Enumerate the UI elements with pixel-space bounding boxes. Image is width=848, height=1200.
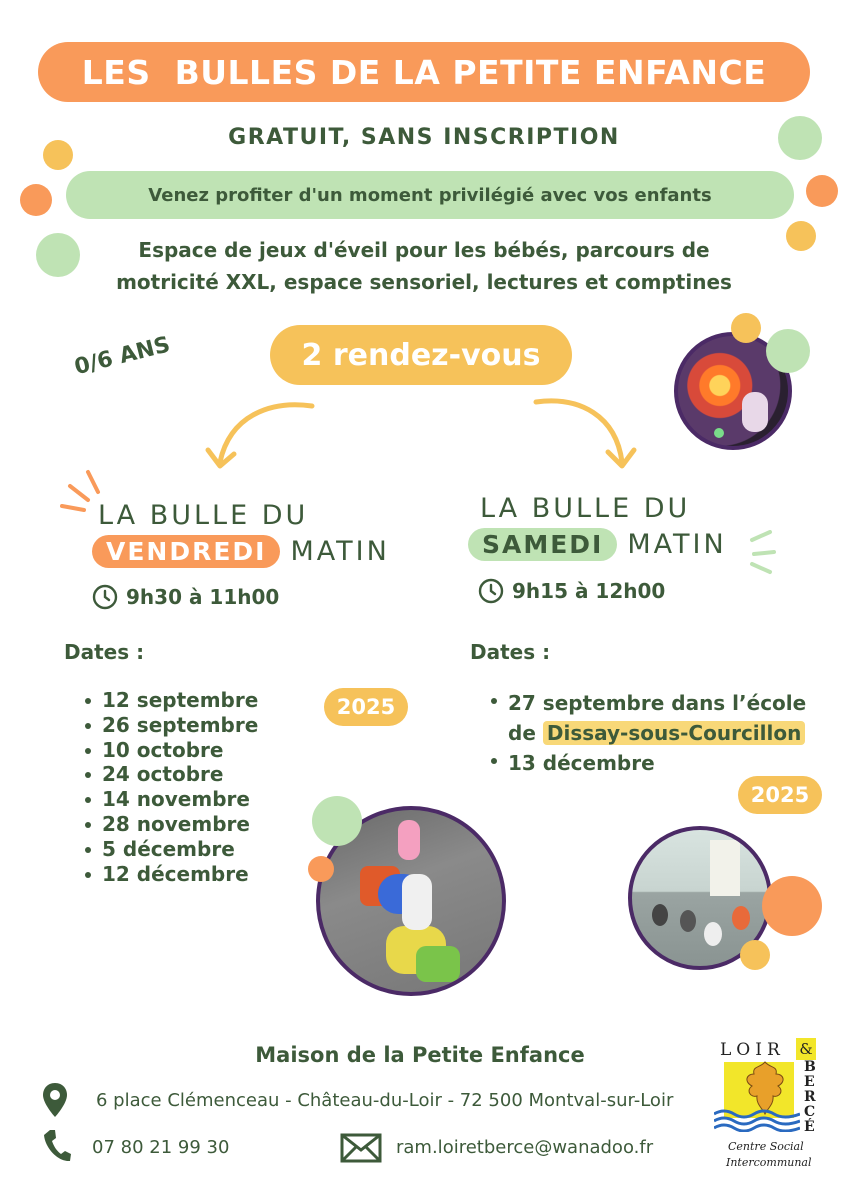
- mail-icon: [340, 1133, 382, 1163]
- page-title: LES BULLES DE LA PETITE ENFANCE: [81, 52, 767, 92]
- subtitle: GRATUIT, SANS INSCRIPTION: [228, 125, 620, 150]
- saturday-time: [478, 578, 665, 604]
- decor-dot: [731, 313, 761, 343]
- saturday-dates-list: [486, 688, 806, 778]
- decor-dot: [308, 856, 334, 882]
- description: [60, 234, 788, 298]
- loir-berce-logo: [714, 1036, 824, 1176]
- saturday-date-text: de: [508, 721, 536, 745]
- friday-date-text: 12 décembre: [102, 861, 249, 886]
- saturday-dates-label: Dates :: [470, 640, 551, 664]
- friday-time: [92, 584, 279, 610]
- saturday-year: 2025: [738, 776, 822, 814]
- list-item: [80, 787, 258, 812]
- phone-icon: [42, 1128, 72, 1164]
- title-banner: [38, 42, 810, 102]
- list-item: [80, 688, 258, 713]
- decor-dot: [806, 175, 838, 207]
- list-item: [486, 688, 806, 718]
- friday-title: LA BULLE DU: [98, 500, 309, 531]
- rendezvous-banner: [270, 325, 572, 385]
- light-dot: [714, 428, 724, 438]
- logo-line1: Centre Social: [728, 1140, 804, 1153]
- email-link[interactable]: ram.loiretberce@wanadoo.fr: [396, 1137, 654, 1158]
- friday-date-text: 14 novembre: [102, 787, 250, 812]
- friday-time-text: 9h30 à 11h00: [126, 585, 280, 609]
- friday-date-text: 5 décembre: [102, 836, 235, 861]
- clock-icon: [92, 584, 118, 610]
- person-figure: [732, 906, 750, 930]
- list-item: [80, 812, 258, 837]
- sparkle-lines-icon: [748, 530, 778, 576]
- logo-line2: Intercommunal: [726, 1156, 812, 1169]
- child-figure: [402, 874, 432, 930]
- rendezvous-label: 2 rendez-vous: [301, 337, 541, 373]
- description-line: motricité XXL, espace sensoriel, lectures et comptines: [116, 270, 732, 294]
- decor-dot: [778, 116, 822, 160]
- logo-side-text: BERCÉ: [804, 1059, 816, 1135]
- tagline-banner: [66, 171, 794, 219]
- clock-icon: [478, 578, 504, 604]
- decor-dot: [766, 329, 810, 373]
- list-item: [80, 762, 258, 787]
- logo-amp: &: [799, 1040, 813, 1058]
- phone-number[interactable]: 07 80 21 99 30: [92, 1137, 230, 1158]
- wall-panel: [710, 840, 740, 896]
- saturday-time-text: 9h15 à 12h00: [512, 579, 666, 603]
- description-line: Espace de jeux d'éveil pour les bébés, parcours de: [138, 238, 710, 262]
- list-item: [80, 862, 258, 887]
- saturday-date-text: 27 septembre dans l’école: [508, 691, 807, 715]
- friday-date-text: 10 octobre: [102, 737, 224, 762]
- list-item: [486, 748, 806, 778]
- saturday-day: SAMEDI: [468, 528, 617, 561]
- decor-dot: [786, 221, 816, 251]
- saturday-date-text: 13 décembre: [508, 751, 655, 775]
- address: 6 place Clémenceau - Château-du-Loir - 72 500 Montval-sur-Loir: [96, 1090, 674, 1111]
- highlighted-place: Dissay-sous-Courcillon: [543, 721, 806, 745]
- child-figure: [398, 820, 420, 860]
- child-figure: [742, 392, 768, 432]
- friday-dates-list: [80, 688, 258, 886]
- logo-top-text: LOIR: [720, 1040, 785, 1060]
- saturday-suffix: MATIN: [627, 529, 727, 560]
- saturday-title: LA BULLE DU: [480, 493, 691, 524]
- friday-date-text: 28 novembre: [102, 811, 250, 836]
- friday-year: 2025: [324, 688, 408, 726]
- person-figure: [652, 904, 668, 926]
- friday-date-text: 12 septembre: [102, 688, 259, 712]
- decor-dot: [740, 940, 770, 970]
- friday-day-row: [92, 535, 390, 568]
- friday-day: VENDREDI: [92, 535, 280, 568]
- foam-block: [416, 946, 460, 982]
- logo-amp-box: [796, 1038, 816, 1060]
- friday-suffix: MATIN: [290, 536, 390, 567]
- person-figure: [680, 910, 696, 932]
- friday-dates-label: Dates :: [64, 640, 145, 664]
- list-item: [80, 738, 258, 763]
- river-waves-icon: [714, 1108, 800, 1132]
- friday-date-text: 26 septembre: [102, 712, 259, 737]
- age-label: 0/6 ANS: [72, 332, 173, 381]
- decor-dot: [20, 184, 52, 216]
- decor-dot: [312, 796, 362, 846]
- footer-title: Maison de la Petite Enfance: [255, 1043, 585, 1067]
- list-item: [486, 718, 806, 748]
- decor-dot: [762, 876, 822, 936]
- curved-arrow-icon: [530, 394, 640, 478]
- decor-dot: [43, 140, 73, 170]
- friday-date-text: 24 octobre: [102, 762, 224, 787]
- list-item: [80, 713, 258, 738]
- curved-arrow-icon: [200, 398, 320, 478]
- tagline: Venez profiter d'un moment privilégié avec vos enfants: [148, 184, 712, 206]
- location-pin-icon: [42, 1082, 68, 1118]
- saturday-day-row: [468, 528, 727, 561]
- list-item: [80, 837, 258, 862]
- person-figure: [704, 922, 722, 946]
